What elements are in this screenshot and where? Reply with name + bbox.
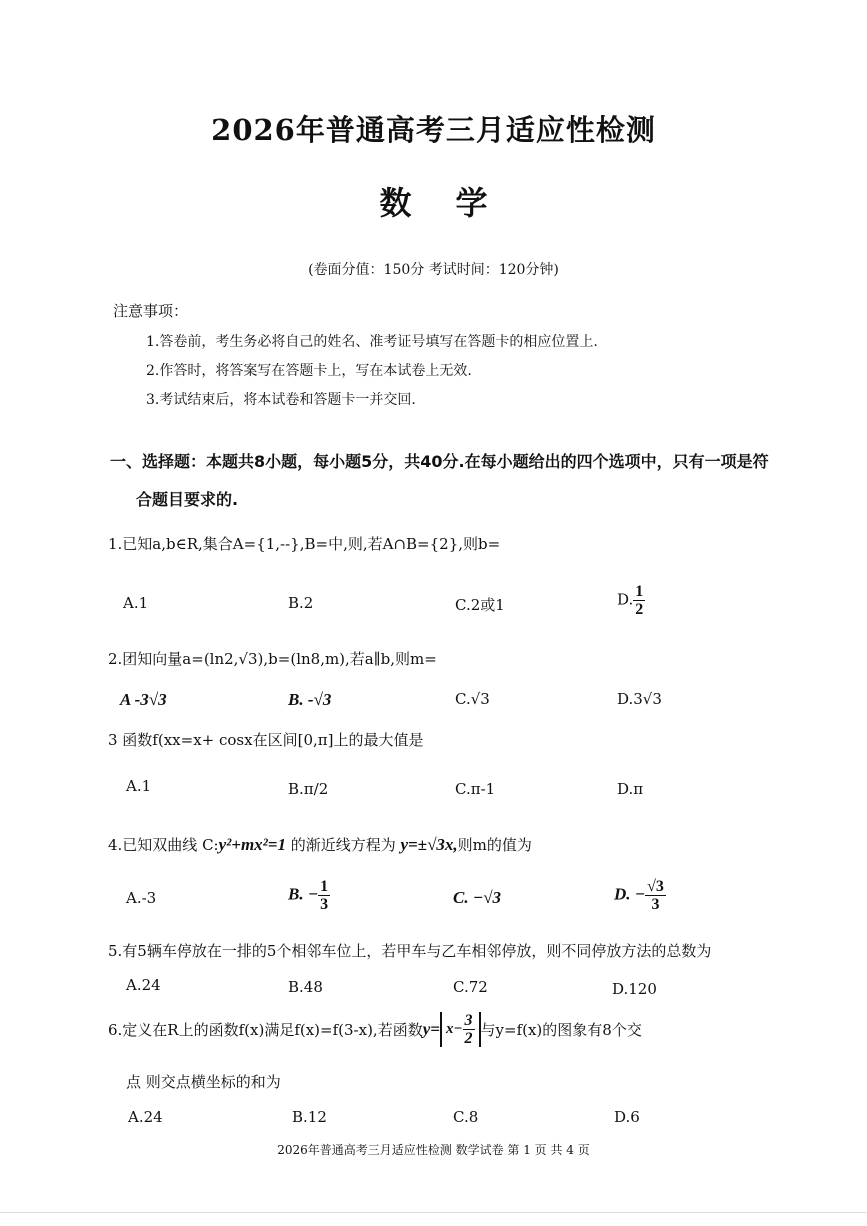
option-d-prefix: D. − bbox=[614, 884, 646, 904]
notice-item-2: 2.作答时，将答案写在答题卡上，写在本试卷上无效. bbox=[146, 363, 472, 379]
question-4-option-a: A.-3 bbox=[126, 889, 157, 907]
subject-title: 数学 bbox=[379, 184, 532, 222]
question-6-option-d: D.6 bbox=[614, 1108, 640, 1126]
question-3-option-c: C.π-1 bbox=[455, 780, 496, 798]
notice-item-1: 1.答卷前，考生务必将自己的姓名、准考证号填写在答题卡的相应位置上. bbox=[146, 334, 598, 350]
question-6-stem bbox=[108, 1012, 642, 1047]
question-3-stem: 3 函数f(xx=x+ cosx在区间[0,π]上的最大值是 bbox=[108, 731, 424, 749]
question-4-stem-pre: 4.已知双曲线 C: bbox=[108, 836, 219, 854]
question-1-option-b: B.2 bbox=[288, 594, 314, 612]
question-2-option-a: A -3√3 bbox=[120, 690, 167, 709]
question-6-option-b: B.12 bbox=[292, 1108, 327, 1126]
page-footer: 2026年普通高考三月适应性检测 数学试卷 第 1 页 共 4 页 bbox=[277, 1143, 590, 1157]
fraction-denominator: 3 bbox=[320, 896, 329, 913]
question-6-stem-post: 与y=f(x)的图象有8个交 bbox=[480, 1021, 642, 1039]
abs-x: x− bbox=[445, 1021, 463, 1037]
question-6-stem-line-2: 点 则交点横坐标的和为 bbox=[126, 1073, 281, 1091]
question-6-option-a: A.24 bbox=[128, 1108, 163, 1126]
question-5-option-c: C.72 bbox=[453, 978, 488, 996]
question-1-option-a: A.1 bbox=[123, 594, 149, 612]
question-5-option-d: D.120 bbox=[612, 980, 657, 998]
page-bottom-edge bbox=[0, 1212, 867, 1213]
fraction-numerator: √3 bbox=[647, 878, 664, 895]
question-2-option-b: B. -√3 bbox=[288, 690, 332, 709]
exam-meta: (卷面分值：150分 考试时间：120分钟) bbox=[308, 262, 559, 278]
section-line-2: 合题目要求的. bbox=[136, 490, 239, 509]
question-2-stem: 2.团知向量a=(ln2,√3),b=(ln8,m),若a∥b,则m= bbox=[108, 650, 437, 668]
question-4-option-b bbox=[288, 878, 330, 913]
fraction-numerator: 3 bbox=[464, 1012, 473, 1029]
fraction-one-third bbox=[318, 878, 330, 913]
function-y-equals: y= bbox=[422, 1019, 440, 1039]
question-1-option-d bbox=[617, 583, 645, 618]
question-3-option-d: D.π bbox=[617, 780, 644, 798]
absolute-value-expression bbox=[440, 1012, 481, 1047]
question-4-stem-mid: 的渐近线方程为 bbox=[285, 836, 401, 854]
fraction-root3-over-3 bbox=[645, 878, 666, 913]
page-title: 2026年普通高考三月适应性检测 bbox=[211, 113, 656, 147]
fraction-denominator: 3 bbox=[651, 896, 660, 913]
question-1-stem: 1.已知a,b∈R,集合A={1,--},B=中,则,若A∩B={2},则b= bbox=[108, 535, 501, 553]
question-6-stem-pre: 6.定义在R上的函数f(x)满足f(x)=f(3-x),若函数 bbox=[108, 1021, 423, 1039]
notice-item-3: 3.考试结束后，将本试卷和答题卡一并交回. bbox=[146, 392, 416, 408]
question-2-option-d: D.3√3 bbox=[617, 690, 662, 708]
asymptote-equation: y=±√3x, bbox=[400, 835, 458, 854]
fraction-numerator: 1 bbox=[635, 583, 644, 600]
question-1-option-c: C.2或1 bbox=[455, 596, 505, 614]
question-2-option-c: C.√3 bbox=[455, 690, 490, 708]
question-4-stem-post: 则m的值为 bbox=[457, 836, 532, 854]
question-3-option-a: A.1 bbox=[126, 777, 152, 795]
question-5-stem: 5.有5辆车停放在一排的5个相邻车位上，若甲车与乙车相邻停放，则不同停放方法的总数为 bbox=[108, 942, 712, 960]
fraction-numerator: 1 bbox=[320, 878, 329, 895]
question-4-option-d bbox=[614, 878, 666, 913]
option-b-prefix: B. − bbox=[288, 884, 319, 904]
section-heading bbox=[110, 443, 800, 519]
option-d-prefix: D. bbox=[617, 590, 634, 609]
question-4-stem bbox=[108, 834, 532, 855]
question-5-option-a: A.24 bbox=[126, 976, 161, 994]
fraction-denominator: 2 bbox=[635, 601, 644, 618]
question-3-option-b: B.π/2 bbox=[288, 780, 329, 798]
question-5-option-b: B.48 bbox=[288, 978, 323, 996]
notice-heading: 注意事项： bbox=[113, 302, 189, 320]
hyperbola-equation: y²+mx²=1 bbox=[218, 835, 286, 854]
question-4-option-c: C. −√3 bbox=[453, 888, 501, 907]
fraction-one-half bbox=[633, 583, 645, 618]
section-line-1: 一、选择题：本题共8小题，每小题5分，共40分.在每小题给出的四个选项中，只有一项是符 bbox=[110, 452, 769, 471]
question-6-option-c: C.8 bbox=[453, 1108, 479, 1126]
fraction-denominator: 2 bbox=[464, 1030, 473, 1047]
fraction-three-halves bbox=[463, 1012, 475, 1047]
